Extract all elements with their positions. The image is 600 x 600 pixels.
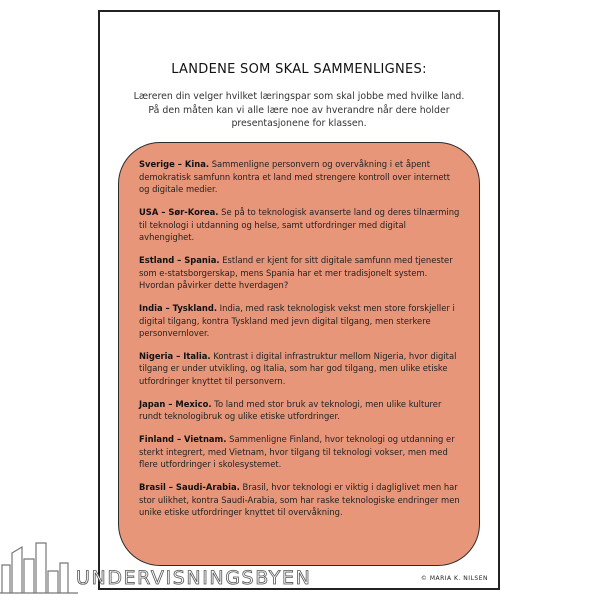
pair-description: Sammenligne personvern og overvåkning i et åpent demokratisk samfunn kontra et land med strengere kontroll over internett og digitale medier. [139, 159, 451, 195]
pair-description: Kontrast i digital infrastruktur mellom Nigeria, hvor digital tilgang er under utvikling, og Italia, som har god tilgang, men ulike etiske utfordringer knyttet til personvern. [139, 350, 457, 387]
pair-countries: Finland – Vietnam. [139, 434, 227, 445]
brand-name: UNDERVISNINGSBYEN [76, 567, 312, 589]
pair-countries: India – Tyskland. [139, 302, 218, 313]
pair-item [139, 481, 463, 519]
pair-description: Sammenligne Finland, hvor teknologi og utdanning er sterkt integrert, med Vietnam, hvor tilgang til teknologi vokser, men med flere utfordringer i skolesystemet. [139, 434, 455, 470]
pair-description: Estland er kjent for sitt digitale samfunn med tjenester som e-statsborgerskap, mens Spania har et mer tradisjonelt system. Hvordan påvirker dette hverdagen? [139, 254, 453, 291]
copyright-note: © MARIA K. NILSEN [420, 575, 488, 582]
pair-countries: Brasil – Saudi-Arabia. [139, 482, 240, 493]
pair-description: Se på to teknologisk avanserte land og deres tilnærming til teknologi i utdanning og helse, samt utfordringer med digital avhengighet. [139, 206, 460, 243]
worksheet-page [98, 10, 500, 590]
pair-item [139, 158, 463, 196]
pair-item [139, 350, 463, 388]
pair-description: Brasil, hvor teknologi er viktig i dagliglivet men har stor ulikhet, kontra Saudi-Arabia, som har raske teknologiske endringer men unike etiske utfordringer knyttet til overvåkning. [139, 482, 460, 518]
page-title: LANDENE SOM SKAL SAMMENLIGNES: [171, 62, 427, 77]
pair-item [139, 206, 463, 244]
pair-item [139, 254, 463, 292]
pair-description: India, med rask teknologisk vekst men store forskjeller i digital tilgang, kontra Tyskland med jevn digital tilgang, men sterkere personvernlover. [139, 302, 455, 339]
pair-item [139, 433, 463, 471]
city-skyline-icon [0, 535, 80, 595]
pair-countries: Japan – Mexico. [139, 398, 212, 409]
brand-watermark [0, 535, 340, 595]
pair-countries: Sverige – Kina. [139, 159, 210, 169]
pair-countries: Estland – Spania. [139, 254, 220, 265]
pair-item [139, 302, 463, 340]
pair-countries: Nigeria – Italia. [139, 350, 211, 361]
intro-paragraph: Læreren din velger hvilket læringspar som skal jobbe med hvilke land. På den måten kan vi alle lære noe av hverandre når dere holder presentasjonene for klassen. [133, 91, 465, 129]
pair-description: To land med stor bruk av teknologi, men ulike kulturer rundt teknologibruk og ulike etiske utfordringer. [139, 398, 442, 422]
pair-item [139, 398, 463, 423]
country-pairs-box [118, 142, 480, 566]
pair-countries: USA – Sør-Korea. [139, 206, 219, 217]
